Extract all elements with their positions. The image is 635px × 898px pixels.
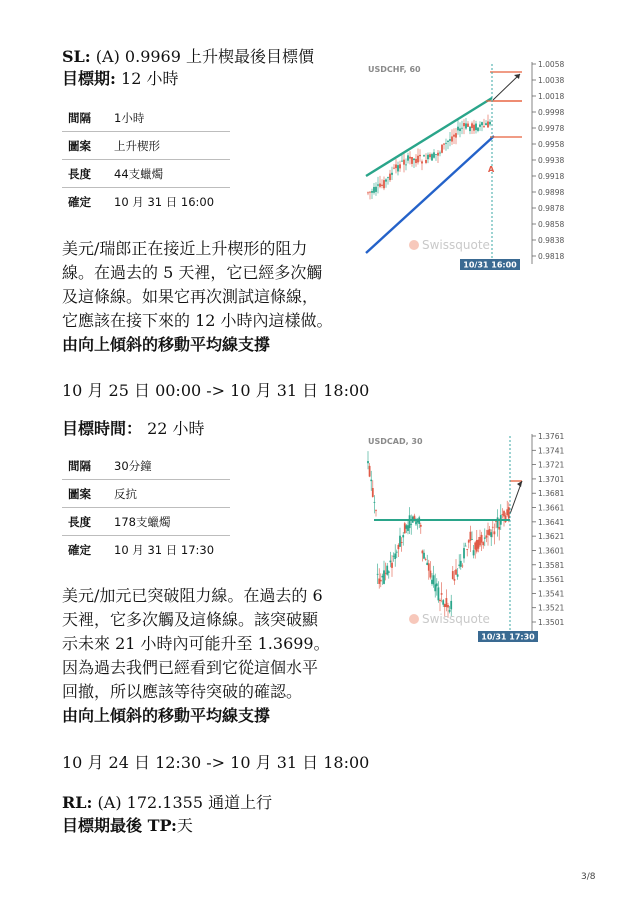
candle-body bbox=[372, 488, 374, 497]
tick-label: 1.3521 bbox=[538, 603, 565, 613]
analysis-paragraph-1: 美元/瑞郎正在接近上升楔形的阻力 線。在過去的 5 天裡，它已經多次觸 及這條線。如果它再次測試這條線， 它應該在接下來的 12 小時內這樣做。 由向上傾斜的移動平均線支撐 bbox=[62, 237, 352, 357]
candle-body bbox=[428, 563, 430, 570]
tick-label: 1.3561 bbox=[538, 575, 565, 585]
candle-body bbox=[375, 187, 377, 192]
candle-body bbox=[465, 123, 467, 128]
candle-body bbox=[375, 510, 377, 511]
candle-body bbox=[467, 124, 469, 127]
candle-body bbox=[443, 143, 445, 144]
price-ticks bbox=[532, 60, 564, 261]
target-arrow bbox=[493, 74, 520, 100]
table-row: 圖案 上升楔形 bbox=[62, 132, 230, 160]
candle-body bbox=[478, 540, 480, 549]
date-range-2: 10 月 24 日 12:30 -> 10 月 31 日 18:00 bbox=[62, 753, 370, 772]
candle-body bbox=[369, 466, 371, 477]
candle-body bbox=[409, 515, 411, 528]
candle-body bbox=[450, 601, 452, 609]
tick-label: 1.3641 bbox=[538, 517, 565, 527]
target-period-text: 12 小時 bbox=[115, 69, 179, 88]
candle-body bbox=[457, 127, 459, 131]
watermark: Swissquote bbox=[422, 612, 490, 626]
candle-body bbox=[379, 184, 381, 187]
candle-body bbox=[459, 128, 461, 131]
usdchf-chart bbox=[362, 58, 572, 270]
tick-label: 0.9958 bbox=[538, 140, 565, 149]
candle-body bbox=[485, 123, 487, 125]
tick-label: 0.9838 bbox=[538, 236, 565, 245]
candle-body bbox=[401, 161, 403, 162]
time-label: 10/31 17:30 bbox=[481, 632, 535, 642]
candle-body bbox=[395, 165, 397, 169]
target-period-line bbox=[62, 68, 178, 90]
table-row: 間隔 1小時 bbox=[62, 104, 230, 132]
resistance-line bbox=[366, 98, 492, 176]
tp-line bbox=[62, 815, 193, 837]
candle-body bbox=[370, 480, 372, 481]
tick-label: 0.9918 bbox=[538, 172, 565, 181]
rl-label: RL: bbox=[62, 793, 93, 812]
candle-body bbox=[413, 159, 415, 160]
tick-label: 1.3581 bbox=[538, 560, 565, 570]
candle-body bbox=[435, 154, 437, 155]
candle-body bbox=[390, 561, 392, 563]
candle-body bbox=[394, 553, 396, 559]
page-number: 3/8 bbox=[581, 872, 596, 882]
candle-body bbox=[410, 524, 412, 525]
tick-label: 1.3761 bbox=[538, 432, 565, 441]
tick-label: 1.3621 bbox=[538, 532, 565, 542]
candle-body bbox=[377, 184, 379, 185]
candle-body bbox=[383, 570, 385, 584]
candles-group bbox=[367, 451, 510, 618]
target-time-label: 目標時間： bbox=[62, 419, 143, 438]
symbol-label: USDCHF, 60 bbox=[368, 65, 421, 74]
candle-body bbox=[411, 157, 413, 164]
arrow-head-icon bbox=[517, 481, 522, 487]
candle-body bbox=[481, 535, 483, 543]
candle-body bbox=[445, 143, 447, 144]
candle-body bbox=[429, 154, 431, 157]
candle-body bbox=[475, 124, 477, 131]
candle-body bbox=[463, 548, 465, 558]
candle-body bbox=[405, 164, 407, 165]
candle-body bbox=[404, 523, 406, 533]
candle-body bbox=[433, 152, 435, 157]
candle-body bbox=[468, 540, 470, 542]
candle-body bbox=[481, 122, 483, 125]
candle-body bbox=[498, 527, 500, 530]
candle-body bbox=[421, 161, 423, 163]
candle-body bbox=[397, 165, 399, 171]
usdcad-chart bbox=[362, 430, 572, 642]
candle-body bbox=[386, 566, 388, 575]
candle-body bbox=[407, 525, 409, 531]
candle-body bbox=[471, 539, 473, 540]
candle-body bbox=[482, 542, 484, 545]
candle-body bbox=[399, 536, 401, 547]
candle-body bbox=[477, 128, 479, 131]
candle-body bbox=[391, 173, 393, 175]
candle-body bbox=[441, 593, 443, 595]
candle-body bbox=[465, 546, 467, 547]
candle-body bbox=[380, 580, 382, 582]
candle-body bbox=[382, 576, 384, 577]
support-note: 由向上傾斜的移動平均線支撐 bbox=[62, 335, 271, 354]
candle-body bbox=[457, 574, 459, 576]
support-note: 由向上傾斜的移動平均線支撐 bbox=[62, 706, 271, 725]
sl-line bbox=[62, 46, 314, 68]
tick-label: 0.9898 bbox=[538, 188, 565, 197]
candle-body bbox=[399, 164, 401, 168]
table-row: 圖案 反抗 bbox=[62, 480, 230, 508]
candle-body bbox=[425, 160, 427, 163]
candle-body bbox=[383, 180, 385, 188]
swissquote-logo-icon bbox=[409, 614, 419, 624]
rl-text: (A) 172.1355 通道上行 bbox=[92, 793, 273, 812]
candle-body bbox=[385, 573, 387, 574]
candle-body bbox=[389, 174, 391, 180]
candle-body bbox=[492, 527, 494, 528]
sl-text: (A) 0.9969 上升楔最後目標價 bbox=[90, 47, 315, 66]
candle-body bbox=[439, 153, 441, 154]
table-row: 長度 44支蠟燭 bbox=[62, 160, 230, 188]
candle-body bbox=[431, 154, 433, 161]
target-period-label: 目標期: bbox=[62, 69, 116, 88]
candle-body bbox=[447, 141, 449, 142]
candle-body bbox=[462, 566, 464, 567]
candle-body bbox=[490, 532, 492, 537]
candle-body bbox=[433, 575, 435, 584]
table-row: 間隔 30分鐘 bbox=[62, 452, 230, 480]
tick-label: 1.3541 bbox=[538, 589, 565, 599]
swissquote-logo-icon bbox=[409, 240, 419, 250]
tick-label: 0.9978 bbox=[538, 124, 565, 133]
candle-body bbox=[434, 584, 436, 591]
candle-body bbox=[403, 160, 405, 165]
candle-body bbox=[463, 123, 465, 126]
target-time-text: 22 小時 bbox=[142, 419, 205, 438]
candle-body bbox=[495, 521, 497, 522]
candle-body bbox=[423, 155, 425, 156]
candle-body bbox=[387, 177, 389, 178]
candle-body bbox=[508, 507, 510, 518]
candle-body bbox=[385, 179, 387, 181]
price-ticks bbox=[532, 432, 564, 627]
tick-label: 1.3701 bbox=[538, 474, 565, 484]
candle-body bbox=[452, 571, 454, 579]
candle-body bbox=[473, 550, 475, 555]
candle-body bbox=[447, 605, 449, 607]
candle-body bbox=[393, 168, 395, 169]
symbol-label: USDCAD, 30 bbox=[368, 437, 423, 446]
tick-label: 0.9878 bbox=[538, 204, 565, 213]
candle-body bbox=[438, 587, 440, 600]
tick-label: 1.3721 bbox=[538, 460, 565, 470]
tick-label: 0.9938 bbox=[538, 156, 565, 165]
candle-body bbox=[453, 135, 455, 137]
candle-body bbox=[388, 571, 390, 572]
tick-label: 1.3501 bbox=[538, 618, 565, 627]
sl-label: SL: bbox=[62, 47, 91, 66]
tick-label: 1.3681 bbox=[538, 489, 565, 499]
candle-body bbox=[466, 549, 468, 550]
candle-body bbox=[470, 532, 472, 541]
candle-body bbox=[427, 155, 429, 159]
candle-body bbox=[398, 545, 400, 549]
table-row: 確定 10 月 31 日 16:00 bbox=[68, 194, 215, 209]
candle-body bbox=[425, 559, 427, 560]
candle-body bbox=[483, 126, 485, 127]
candle-body bbox=[455, 569, 457, 574]
candle-body bbox=[419, 155, 421, 156]
candle-body bbox=[373, 187, 375, 193]
candle-body bbox=[455, 133, 457, 137]
candle-body bbox=[369, 192, 371, 193]
target-time-line bbox=[62, 418, 205, 440]
candle-body bbox=[458, 565, 460, 566]
candle-body bbox=[469, 127, 471, 131]
candle-body bbox=[396, 552, 398, 553]
candle-body bbox=[479, 537, 481, 545]
candle-body bbox=[436, 583, 438, 586]
candle-body bbox=[454, 579, 456, 581]
candle-body bbox=[503, 511, 505, 516]
candle-body bbox=[487, 121, 489, 127]
candle-body bbox=[417, 156, 419, 163]
candle-body bbox=[367, 192, 369, 193]
time-label: 10/31 16:00 bbox=[463, 260, 517, 270]
tp-label: 目標期最後 TP: bbox=[62, 816, 177, 835]
tick-label: 1.0038 bbox=[538, 76, 565, 85]
candle-body bbox=[402, 535, 404, 537]
candle-body bbox=[460, 561, 462, 567]
candle-body bbox=[378, 579, 380, 584]
candle-body bbox=[377, 574, 379, 575]
candle-body bbox=[451, 136, 453, 141]
candle-body bbox=[444, 604, 446, 607]
candle-body bbox=[423, 553, 425, 559]
analysis-paragraph-2: 美元/加元已突破阻力線。在過去的 6 天裡，它多次觸及這條線。該突破顯 示未來 21 小時內可能升至 1.3699。 因為過去我們已經看到它從這個水平 回撤，所以應該等待突破的確認。 由向上傾斜的移動平均線支撐 bbox=[62, 584, 352, 728]
tick-label: 1.0018 bbox=[538, 92, 565, 101]
candle-body bbox=[494, 531, 496, 534]
candle-body bbox=[486, 535, 488, 537]
tick-label: 0.9858 bbox=[538, 220, 565, 229]
candle-body bbox=[415, 159, 417, 163]
candle-body bbox=[381, 185, 383, 186]
tick-label: 1.3661 bbox=[538, 503, 565, 513]
candle-body bbox=[439, 600, 441, 601]
candle-body bbox=[371, 191, 373, 193]
candle-body bbox=[497, 517, 499, 527]
candle-body bbox=[471, 123, 473, 128]
candle-body bbox=[476, 540, 478, 552]
candle-body bbox=[506, 509, 508, 515]
candle-body bbox=[487, 530, 489, 535]
candle-body bbox=[415, 521, 417, 524]
candle-body bbox=[426, 563, 428, 565]
table-row: 確定 10 月 31 日 17:30 bbox=[68, 542, 215, 557]
candle-body bbox=[484, 538, 486, 539]
info-table-2 bbox=[62, 452, 230, 563]
candle-body bbox=[391, 563, 393, 568]
tp-text: 天 bbox=[176, 816, 193, 835]
tick-label: 0.9818 bbox=[538, 252, 565, 261]
candle-body bbox=[430, 571, 432, 578]
candle-body bbox=[473, 125, 475, 131]
date-range-1: 10 月 25 日 00:00 -> 10 月 31 日 18:00 bbox=[62, 381, 370, 400]
point-label: A bbox=[488, 165, 495, 174]
candle-body bbox=[420, 525, 422, 527]
candle-body bbox=[407, 155, 409, 160]
candle-body bbox=[409, 157, 411, 159]
candle-body bbox=[374, 502, 376, 503]
candle-body bbox=[489, 529, 491, 535]
candle-body bbox=[446, 598, 448, 607]
table-row: 長度 178支蠟燭 bbox=[62, 508, 230, 536]
candle-body bbox=[431, 580, 433, 584]
candle-body bbox=[367, 461, 369, 463]
info-table-1 bbox=[62, 104, 230, 215]
tick-label: 1.3741 bbox=[538, 446, 565, 456]
candle-body bbox=[401, 542, 403, 543]
tick-label: 0.9998 bbox=[538, 108, 565, 117]
candle-body bbox=[489, 122, 491, 125]
candle-body bbox=[474, 542, 476, 549]
tick-label: 1.3601 bbox=[538, 546, 565, 556]
candle-body bbox=[406, 525, 408, 529]
candle-body bbox=[505, 515, 507, 522]
rl-line bbox=[62, 792, 272, 814]
candle-body bbox=[502, 514, 504, 515]
candle-body bbox=[449, 139, 451, 141]
candle-body bbox=[479, 124, 481, 126]
candle-body bbox=[393, 556, 395, 557]
candle-body bbox=[422, 551, 424, 554]
candle-body bbox=[442, 600, 444, 604]
candle-body bbox=[437, 153, 439, 156]
tick-label: 1.0058 bbox=[538, 60, 565, 69]
candle-body bbox=[441, 145, 443, 153]
candle-body bbox=[461, 128, 463, 129]
watermark: Swissquote bbox=[422, 238, 490, 252]
